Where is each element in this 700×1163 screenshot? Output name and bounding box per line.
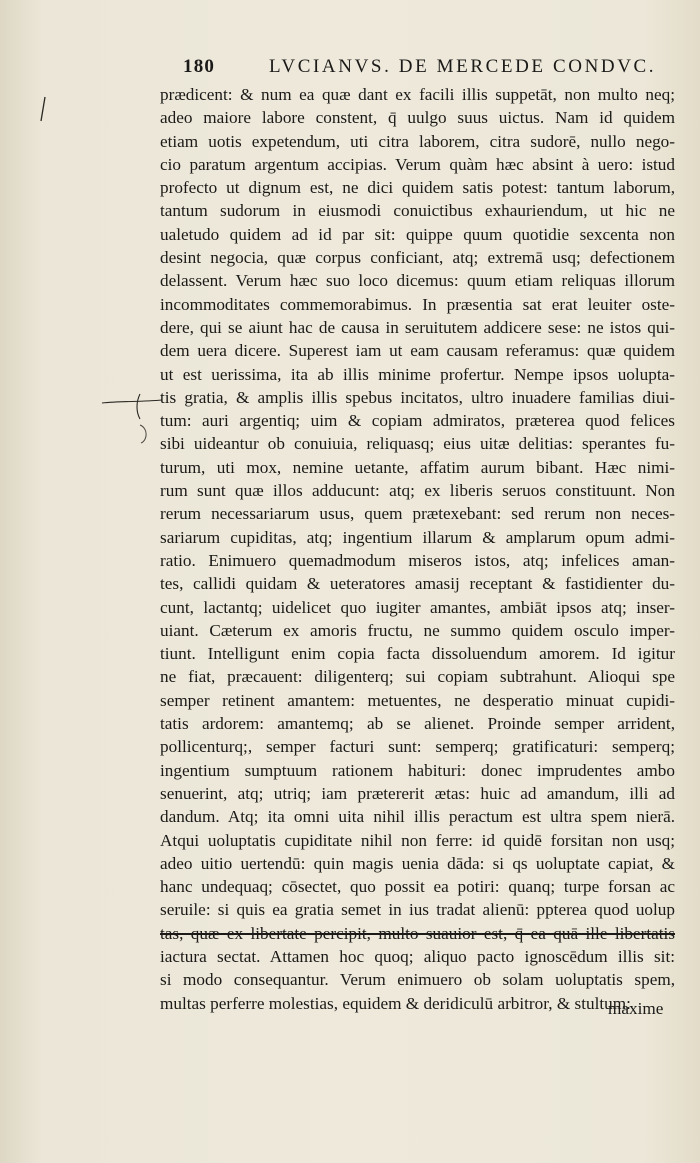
margin-stroke-mark [40,96,46,122]
text-line: adeo maiore labore constent, q̄ uulgo suus uictus. Nam id quidem [160,108,675,128]
text-line: etiam uotis expetendum, uti citra laborem, citra sudorē, nullo nego- [160,131,675,151]
text-line: multas perferre molestias, equidem & deridiculū arbitror, & stultum: [160,993,631,1013]
text-line: ut est uerissima, ita ab illis minime profertur. Nempe ipsos uolupta- [160,364,675,384]
running-title: LVCIANVS. DE MERCEDE CONDVC. [268,56,657,77]
text-line: Atqui uoluptatis cupiditate nihil non ferre: id quidē forsitan non usq; [160,830,675,850]
text-line: tatis ardorem: amantemq; ab se alienet. Proinde semper arrident, [160,714,675,734]
text-line: si modo consequantur. Verum enimuero ob solam uoluptatis spem, [160,970,675,990]
text-line: tum: auri argentiq; uim & copiam admiratos, præterea quod felices [160,411,675,431]
text-line: ingentium sumptuum rationem habituri: donec imprudentes ambo [160,760,675,780]
text-line-struck-through: tas, quæ ex libertate percipit, multo suauior est, q̄ ea quā ille libertatis [160,923,675,943]
text-line: uiant. Cæterum ex amoris fructu, ne summo quidem osculo imper- [160,620,675,640]
text-line: dem uera dicere. Superest iam ut eam causam referamus: quæ quidem [160,341,675,361]
page-number: 180 [183,56,216,77]
margin-bracket-mark [138,424,152,444]
text-line: hanc undequaq; cōsectet, quo possit ea potiri: quanq; turpe forsan ac [160,877,675,897]
text-line: ne fiat, præcauent: diligenterq; sui copiam subtrahunt. Alioqui spe [160,667,675,687]
text-line: prædicent: & num ea quæ dant ex facili illis suppetāt, non multo neq; [160,85,675,104]
text-line: ualetudo quidem ad id par sit: quippe quum quotidie sexcenta non [160,224,675,244]
catchword: maxime [608,999,664,1018]
text-line: tis gratia, & amplis illis spebus incitatos, ultro inuadere familias diui- [160,387,675,407]
main-text [160,83,675,1015]
text-line: tes, callidi quidam & ueteratores amasij receptant & fastidienter du- [160,574,675,594]
text-line: turum, uti mox, nemine uetante, affatim aurum bibant. Hæc nimi- [160,457,675,477]
text-line: cunt, lactantq; uidelicet quo iugiter amantes, ambiāt ipsos atq; inser- [160,597,675,617]
text-line: tantum sudorum in eiusmodi conuictibus exhauriendum, ut hic ne [160,201,675,221]
text-line: seruile: si quis ea gratia semet in ius tradat alienū: ppterea quod uolup [160,900,675,920]
text-line: desint negocia, quæ corpus conficiant, atq; extremā usq; defectionem [160,248,675,268]
text-line: dere, qui se aiunt hac de causa in seruitutem addicere sese: ne istos qui- [160,317,675,337]
text-line: incommoditates commemorabimus. In præsentia sat erat leuiter oste- [160,294,675,314]
text-line: ratio. Enimuero quemadmodum miseros istos, atq; infelices aman- [160,550,675,570]
running-head [183,56,663,78]
text-line: iactura sectat. Attamen hoc quoq; aliquo pacto ignoscēdum illis sit: [160,946,675,966]
text-line: sariarum cupiditas, atq; ingentium illarum & amplarum opum admi- [160,527,675,547]
text-line: dandum. Atq; ita omni uita nihil illis peractum est ultra spem nierā. [160,807,675,827]
text-line: profecto ut dignum est, ne dici quidem satis potest: tantum laborum, [160,178,675,198]
text-line: sibi uideantur ob conuiuia, reliquasq; eius uitæ delitias: sperantes fu- [160,434,675,454]
text-line: rum sunt quæ illos adducunt: atq; ex liberis seruos constituunt. Non [160,481,675,501]
text-line: semper retinent amantem: metuentes, ne desperatio minuat cupidi- [160,690,675,710]
text-line: rerum necessariarum usus, quem prætexebant: sed rerum non neces- [160,504,675,524]
text-line: tiunt. Intelligunt enim copia facta dissoluendum amorem. Id igitur [160,644,675,664]
text-line: adeo uitio uertendū: quin magis uenia dāda: si qs uoluptate capiat, & [160,853,675,873]
text-line: cio paratum argentum accipias. Verum quàm hæc absint à uero: istud [160,154,675,174]
text-line: delassent. Verum hæc suo loco dicemus: quum etiam reliquas illorum [160,271,675,291]
text-line: senuerint, atq; utriq; iam prætererit ætas: huic ad amandum, illi ad [160,783,675,803]
margin-pointer-mark [100,390,164,420]
text-line: pollicenturq;, semper facturi sunt: semperq; gratificaturi: semperq; [160,737,675,757]
